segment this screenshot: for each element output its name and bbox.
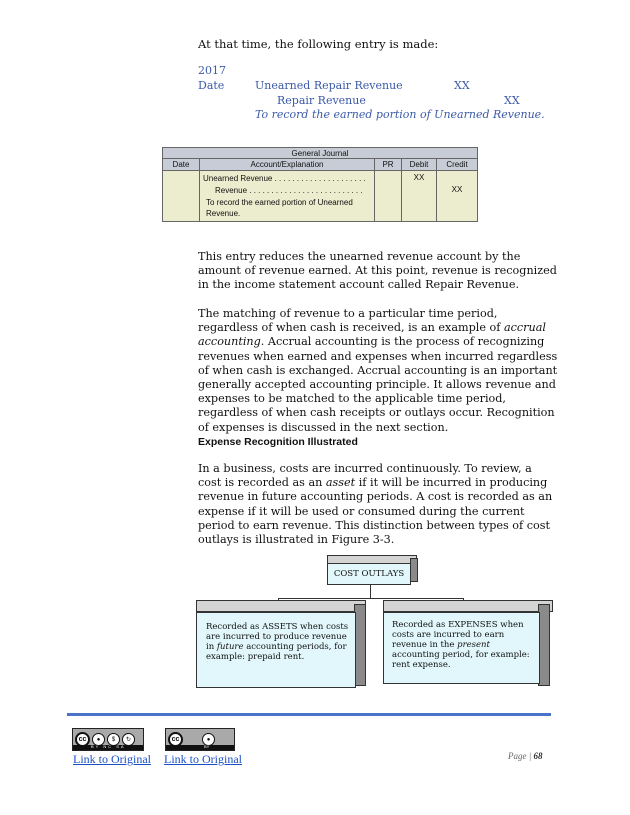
cost-outlays-box-side [410,558,418,582]
expenses-text-after: accounting period, for example: rent expense. [392,650,530,670]
journal-title: General Journal [163,148,478,159]
journal-header-date: Date [163,159,200,171]
intro-text: At that time, the following entry is made: [198,37,439,51]
journal-explanation: To record the earned portion of Unearned Revenue. [206,198,353,218]
entry-credit-amount: XX [504,94,520,107]
cost-outlays-diagram [190,555,560,690]
badge-strip [73,745,143,750]
journal-entry-example [198,64,545,124]
by-icon: ● [202,733,215,746]
paragraph-3 [198,462,558,547]
nc-icon: $ [107,733,120,746]
journal-credit-line: Revenue . . . . . . . . . . . . . . . . . . . . . . . . . . [215,186,363,195]
journal-header-account: Account/Explanation [200,159,375,171]
page-label: Page [508,751,527,761]
sa-icon: ↻ [122,733,135,746]
paragraph-2-after: . Accrual accounting is the process of recognizing revenues when earned and expenses when incurred regardless of when cash is exchanged. Accrual accounting is an important generally accepted accounting principle. It allows revenue and expenses to be matched to the applicable time period, regardless of when cash receipts or outlays occur. Recognition of expenses is discussed in the next section. [198,335,558,434]
expenses-text [392,620,534,670]
expenses-box [383,600,553,690]
section-heading: Expense Recognition Illustrated [198,436,358,448]
assets-text [206,622,352,662]
badge2-text: BY [204,744,210,749]
entry-date-label: Date [198,79,225,92]
paragraph-3-before: In a business, costs are incurred continuously. To review, a cost is recorded as an [198,462,532,490]
page-number [508,751,542,761]
cc-by-badge[interactable] [165,728,235,751]
journal-credit-cell [437,171,478,222]
journal-header-credit: Credit [437,159,478,171]
entry-description: To record the earned portion of Unearned Revenue. [255,108,545,121]
assets-box [196,600,366,690]
by-icon: ● [92,733,105,746]
assets-text-after: accounting periods, for example: prepaid rent. [206,642,347,662]
paragraph-2-before: The matching of revenue to a particular time period, regardless of when cash is received, is an example of [198,307,504,335]
journal-credit-value: XX [451,185,463,194]
cc-by-nc-sa-badge[interactable] [72,728,144,751]
asset-term: asset [325,476,356,490]
cc-icon: cc [168,732,183,747]
journal-header-debit: Debit [402,159,437,171]
entry-debit-amount: XX [454,79,470,92]
general-journal-table [162,147,478,222]
accrual-accounting-term: accrual accounting [198,321,546,349]
journal-pr-cell [375,171,402,222]
journal-account-cell [200,171,375,222]
entry-debit-account: Unearned Repair Revenue [255,79,403,92]
journal-debit-line: Unearned Revenue . . . . . . . . . . . . . . . . . . . . . [203,174,366,183]
paragraph-1: This entry reduces the unearned revenue account by the amount of revenue earned. At this point, revenue is recognized in the income statement account called Repair Revenue. [198,250,557,292]
paragraph-3-after: if it will be incurred in producing revenue in future accounting periods. A cost is recorded as an expense if it will be used or consumed during the current period to earn revenue. This distinction between types of cost outlays is illustrated in Figure 3-3. [198,476,553,547]
journal-date-cell [163,171,200,222]
footer-rule [67,713,551,716]
present-term: present [457,640,490,650]
journal-header-pr: PR [375,159,402,171]
cost-outlays-label: COST OUTLAYS [333,569,405,579]
entry-credit-account: Repair Revenue [277,94,366,107]
connector-horizontal [278,598,463,599]
journal-debit-value: XX [402,171,437,222]
assets-text-before: Recorded as ASSETS when costs are incurred to produce revenue in [206,622,349,652]
expenses-text-before: Recorded as EXPENSES when costs are incurred to earn revenue in the [392,620,524,650]
assets-box-top [196,600,366,612]
page-separator: | [528,751,532,761]
link-to-original-2[interactable]: Link to Original [164,752,242,766]
page-number-value: 68 [533,751,543,761]
cost-outlays-box [327,555,419,587]
link-to-original-1[interactable]: Link to Original [73,752,151,766]
expenses-box-top [383,600,553,612]
badge1-text: BY NC SA [91,744,126,749]
badge-strip [166,745,234,750]
entry-year: 2017 [198,64,226,77]
cc-icon: cc [75,732,90,747]
paragraph-2 [198,307,558,435]
future-term: future [216,642,244,652]
